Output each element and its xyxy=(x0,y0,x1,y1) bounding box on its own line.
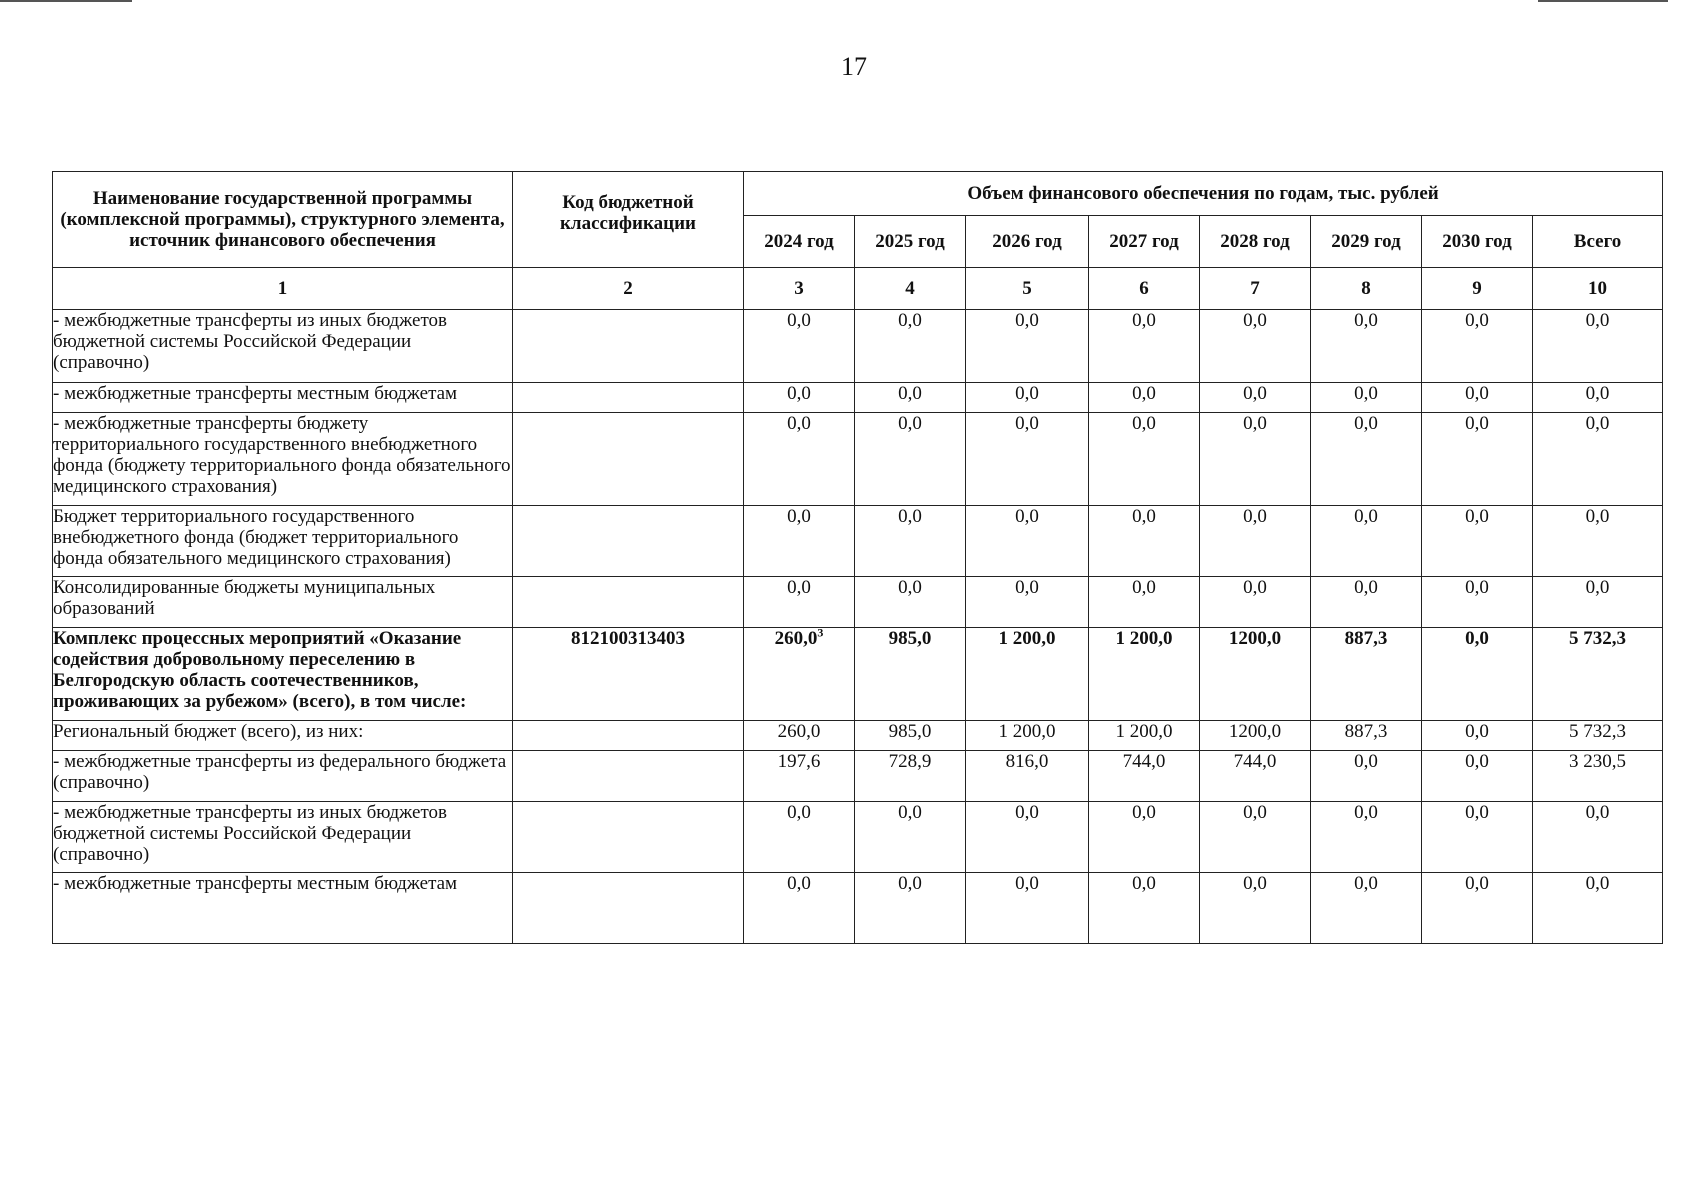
row-value-cell xyxy=(1200,721,1311,751)
row-value-cell xyxy=(966,577,1089,628)
table-row xyxy=(53,802,1663,873)
row-value: 0,0 xyxy=(1243,310,1267,331)
column-number-row xyxy=(53,268,1663,310)
row-value-cell xyxy=(855,310,966,383)
header-year: 2026 год xyxy=(966,216,1089,268)
row-value: 0,0 xyxy=(1132,413,1156,434)
row-value: 0,0 xyxy=(1132,873,1156,894)
row-value-cell xyxy=(1422,721,1533,751)
row-value: 0,0 xyxy=(1465,413,1489,434)
row-value-cell xyxy=(1533,751,1663,802)
row-value-cell xyxy=(1200,383,1311,413)
row-value: 0,0 xyxy=(1015,873,1039,894)
row-value-cell xyxy=(1089,802,1200,873)
row-value-cell xyxy=(1200,577,1311,628)
row-value: 0,0 xyxy=(1243,577,1267,598)
row-value-cell xyxy=(1533,413,1663,506)
row-kbk-cell: 812100313403 xyxy=(513,628,744,721)
row-value-cell xyxy=(855,721,966,751)
column-number: 1 xyxy=(53,268,513,310)
row-value-cell xyxy=(966,506,1089,577)
row-value-cell xyxy=(744,413,855,506)
row-value: 0,0 xyxy=(1015,577,1039,598)
row-value: 5 732,3 xyxy=(1569,628,1627,649)
column-number: 10 xyxy=(1533,268,1663,310)
table-row xyxy=(53,383,1663,413)
row-value: 0,0 xyxy=(1015,413,1039,434)
table-row xyxy=(53,873,1663,944)
row-value-cell xyxy=(1533,873,1663,944)
row-value: 0,0 xyxy=(1354,310,1378,331)
row-value-cell xyxy=(855,751,966,802)
row-value: 0,0 xyxy=(1465,873,1489,894)
row-value: 0,0 xyxy=(1354,413,1378,434)
row-value: 0,0 xyxy=(1354,383,1378,404)
row-value: 887,3 xyxy=(1344,721,1388,742)
row-value-cell xyxy=(1533,721,1663,751)
row-value: 1 200,0 xyxy=(1115,628,1173,649)
row-value: 0,0 xyxy=(1243,873,1267,894)
column-number: 5 xyxy=(966,268,1089,310)
row-value: 0,0 xyxy=(1465,506,1489,527)
table-row xyxy=(53,628,1663,721)
row-value-cell xyxy=(1200,506,1311,577)
row-value-cell xyxy=(744,310,855,383)
table-row xyxy=(53,751,1663,802)
column-number: 3 xyxy=(744,268,855,310)
row-value: 0,0 xyxy=(787,873,811,894)
row-value-cell xyxy=(1422,873,1533,944)
row-value: 0,0 xyxy=(898,873,922,894)
row-value-cell xyxy=(1089,310,1200,383)
row-value-cell xyxy=(1200,802,1311,873)
row-value: 728,9 xyxy=(888,751,932,772)
row-value-cell xyxy=(744,721,855,751)
row-value-cell xyxy=(1311,802,1422,873)
column-number: 8 xyxy=(1311,268,1422,310)
row-value-cell xyxy=(855,873,966,944)
row-value-cell xyxy=(1422,577,1533,628)
row-value: 1200,0 xyxy=(1228,628,1282,649)
row-value-cell xyxy=(1089,413,1200,506)
row-value: 0,0 xyxy=(1132,310,1156,331)
header-year: 2027 год xyxy=(1089,216,1200,268)
row-value-cell xyxy=(1422,383,1533,413)
row-value: 0,0 xyxy=(1465,310,1489,331)
row-value-cell xyxy=(1200,873,1311,944)
row-value: 1 200,0 xyxy=(998,721,1056,742)
row-value: 260,0 xyxy=(774,628,818,649)
row-value: 0,0 xyxy=(1015,506,1039,527)
row-value: 744,0 xyxy=(1122,751,1166,772)
row-value: 0,0 xyxy=(1585,506,1610,527)
header-year: 2029 год xyxy=(1311,216,1422,268)
row-value-cell xyxy=(1311,873,1422,944)
header-total: Всего xyxy=(1533,216,1663,268)
row-value-cell xyxy=(1089,383,1200,413)
row-value: 0,0 xyxy=(1015,802,1039,823)
row-value-cell xyxy=(966,628,1089,721)
column-number: 7 xyxy=(1200,268,1311,310)
row-value-cell xyxy=(1311,628,1422,721)
column-number: 9 xyxy=(1422,268,1533,310)
row-name-cell: Региональный бюджет (всего), из них: xyxy=(53,721,513,751)
row-value-cell xyxy=(1089,751,1200,802)
row-kbk-cell xyxy=(513,506,744,577)
row-value-cell xyxy=(1089,628,1200,721)
row-value: 0,0 xyxy=(787,577,811,598)
row-value-cell xyxy=(1533,577,1663,628)
row-value: 0,0 xyxy=(898,577,922,598)
row-value-cell xyxy=(1089,873,1200,944)
row-value: 816,0 xyxy=(1005,751,1049,772)
financing-table xyxy=(52,171,1663,944)
row-value-cell xyxy=(1533,802,1663,873)
row-name-cell: Комплекс процессных мероприятий «Оказание содействия добровольному переселению в Белгородскую область соотечественников, проживающих за рубежом» (всего), в том числе: xyxy=(53,628,513,721)
row-value-cell xyxy=(1422,628,1533,721)
row-value-cell xyxy=(744,383,855,413)
row-value: 0,0 xyxy=(1585,873,1610,894)
row-value-cell xyxy=(744,625,855,721)
row-value-cell xyxy=(966,413,1089,506)
row-name-cell: - межбюджетные трансферты местным бюджетам xyxy=(53,873,513,944)
page-number: 17 xyxy=(841,52,867,81)
row-value: 0,0 xyxy=(787,506,811,527)
header-name: Наименование государственной программы (комплексной программы), структурного элемента, источник финансового обеспечения xyxy=(53,172,513,268)
row-value-cell xyxy=(1200,413,1311,506)
row-value: 0,0 xyxy=(1015,383,1039,404)
header-year: 2030 год xyxy=(1422,216,1533,268)
row-value: 5 732,3 xyxy=(1569,721,1627,742)
row-value-cell xyxy=(1089,577,1200,628)
row-kbk-cell xyxy=(513,721,744,751)
row-value-cell xyxy=(855,413,966,506)
row-value-cell xyxy=(1200,751,1311,802)
row-value: 0,0 xyxy=(1354,506,1378,527)
row-value: 0,0 xyxy=(1132,383,1156,404)
row-value-cell xyxy=(1311,383,1422,413)
row-value-cell xyxy=(744,873,855,944)
row-value: 1 200,0 xyxy=(1115,721,1173,742)
row-kbk-cell xyxy=(513,751,744,802)
row-value: 985,0 xyxy=(888,721,932,742)
row-value: 0,0 xyxy=(1585,383,1610,404)
row-value-cell xyxy=(855,506,966,577)
header-kbk: Код бюджетной классификации xyxy=(513,172,744,268)
row-value-cell xyxy=(1311,577,1422,628)
table-row xyxy=(53,413,1663,506)
row-value: 1 200,0 xyxy=(998,628,1056,649)
row-value: 0,0 xyxy=(1585,802,1610,823)
row-value-cell xyxy=(1311,721,1422,751)
row-value: 0,0 xyxy=(898,383,922,404)
row-value-cell xyxy=(966,873,1089,944)
row-name-cell: - межбюджетные трансферты из федерального бюджета (справочно) xyxy=(53,751,513,802)
row-value: 0,0 xyxy=(1465,751,1489,772)
row-value-cell xyxy=(855,802,966,873)
row-value: 0,0 xyxy=(1132,506,1156,527)
row-value: 0,0 xyxy=(1354,577,1378,598)
row-value-cell xyxy=(1422,506,1533,577)
row-value-cell xyxy=(1422,802,1533,873)
row-value: 0,0 xyxy=(1132,577,1156,598)
row-value: 0,0 xyxy=(1243,802,1267,823)
row-name-cell: - межбюджетные трансферты из иных бюджетов бюджетной системы Российской Федерации (справочно) xyxy=(53,802,513,873)
row-value-cell xyxy=(744,751,855,802)
row-value: 0,0 xyxy=(1132,802,1156,823)
column-number: 2 xyxy=(513,268,744,310)
row-value: 197,6 xyxy=(777,751,821,772)
row-value: 0,0 xyxy=(787,413,811,434)
header-year: 2024 год xyxy=(744,216,855,268)
row-value-cell xyxy=(1200,310,1311,383)
scan-edge-mark xyxy=(1538,0,1668,2)
row-value-cell xyxy=(1311,413,1422,506)
row-value-cell xyxy=(744,506,855,577)
row-value-cell xyxy=(1422,413,1533,506)
table-row xyxy=(53,721,1663,751)
row-value: 0,0 xyxy=(1243,506,1267,527)
row-value: 0,0 xyxy=(898,802,922,823)
row-value: 0,0 xyxy=(1465,577,1489,598)
row-value-cell xyxy=(855,383,966,413)
row-kbk-cell xyxy=(513,310,744,383)
header-year: 2025 год xyxy=(855,216,966,268)
row-value-cell xyxy=(744,802,855,873)
table-body xyxy=(53,268,1663,944)
row-value: 0,0 xyxy=(787,383,811,404)
header-volume: Объем финансового обеспечения по годам, тыс. рублей xyxy=(744,172,1663,216)
row-kbk-cell xyxy=(513,413,744,506)
row-value-cell xyxy=(855,577,966,628)
row-value: 260,0 xyxy=(777,721,821,742)
row-value-cell xyxy=(855,628,966,721)
row-value: 0,0 xyxy=(898,506,922,527)
row-value: 0,0 xyxy=(1465,802,1489,823)
row-value: 0,0 xyxy=(1585,310,1610,331)
row-value: 0,0 xyxy=(1354,802,1378,823)
table-row xyxy=(53,577,1663,628)
row-value: 0,0 xyxy=(1585,413,1610,434)
row-value: 0,0 xyxy=(1243,383,1267,404)
row-value-cell xyxy=(1422,751,1533,802)
row-value-cell xyxy=(744,577,855,628)
row-value: 0,0 xyxy=(1465,628,1489,649)
row-name-cell: Консолидированные бюджеты муниципальных образований xyxy=(53,577,513,628)
row-name-cell: - межбюджетные трансферты местным бюджетам xyxy=(53,383,513,413)
row-value: 1200,0 xyxy=(1228,721,1282,742)
row-value: 985,0 xyxy=(888,628,932,649)
row-value-cell xyxy=(1311,310,1422,383)
row-value-cell xyxy=(1311,506,1422,577)
row-value: 887,3 xyxy=(1344,628,1388,649)
row-value: 0,0 xyxy=(1015,310,1039,331)
row-value: 0,0 xyxy=(898,310,922,331)
row-value-cell xyxy=(1533,628,1663,721)
row-value-cell xyxy=(1422,310,1533,383)
row-value-cell xyxy=(1089,506,1200,577)
row-value: 0,0 xyxy=(787,802,811,823)
row-kbk-cell xyxy=(513,802,744,873)
row-value: 3 230,5 xyxy=(1569,751,1627,772)
row-value-cell xyxy=(966,721,1089,751)
row-kbk-cell xyxy=(513,577,744,628)
row-value-cell xyxy=(966,310,1089,383)
row-name-cell: - межбюджетные трансферты бюджету территориального государственного внебюджетного фонда (бюджету территориального фонда обязательного медицинского страхования) xyxy=(53,413,513,506)
table-row xyxy=(53,506,1663,577)
row-value-cell xyxy=(1311,751,1422,802)
row-value: 0,0 xyxy=(898,413,922,434)
row-value-cell xyxy=(966,802,1089,873)
row-value-cell xyxy=(1533,506,1663,577)
row-value-cell xyxy=(966,383,1089,413)
row-name-cell: Бюджет территориального государственного внебюджетного фонда (бюджет территориального фонда обязательного медицинского страхования) xyxy=(53,506,513,577)
column-number: 4 xyxy=(855,268,966,310)
row-value: 0,0 xyxy=(1354,751,1378,772)
row-value-cell xyxy=(1200,628,1311,721)
row-value-cell xyxy=(1533,310,1663,383)
row-kbk-cell xyxy=(513,383,744,413)
column-number: 6 xyxy=(1089,268,1200,310)
scan-edge-mark xyxy=(0,0,132,2)
table-row xyxy=(53,310,1663,383)
row-value-cell xyxy=(1533,383,1663,413)
row-kbk-cell xyxy=(513,873,744,944)
row-value: 0,0 xyxy=(1585,577,1610,598)
row-value: 0,0 xyxy=(1465,721,1489,742)
row-value-cell xyxy=(966,751,1089,802)
row-value-cell xyxy=(1089,721,1200,751)
row-name-cell: - межбюджетные трансферты из иных бюджетов бюджетной системы Российской Федерации (справочно) xyxy=(53,310,513,383)
footnote-marker: 3 xyxy=(817,625,824,640)
row-value: 0,0 xyxy=(1243,413,1267,434)
row-value: 0,0 xyxy=(1465,383,1489,404)
header-year: 2028 год xyxy=(1200,216,1311,268)
row-value: 744,0 xyxy=(1233,751,1277,772)
row-value: 0,0 xyxy=(1354,873,1378,894)
row-value: 0,0 xyxy=(787,310,811,331)
